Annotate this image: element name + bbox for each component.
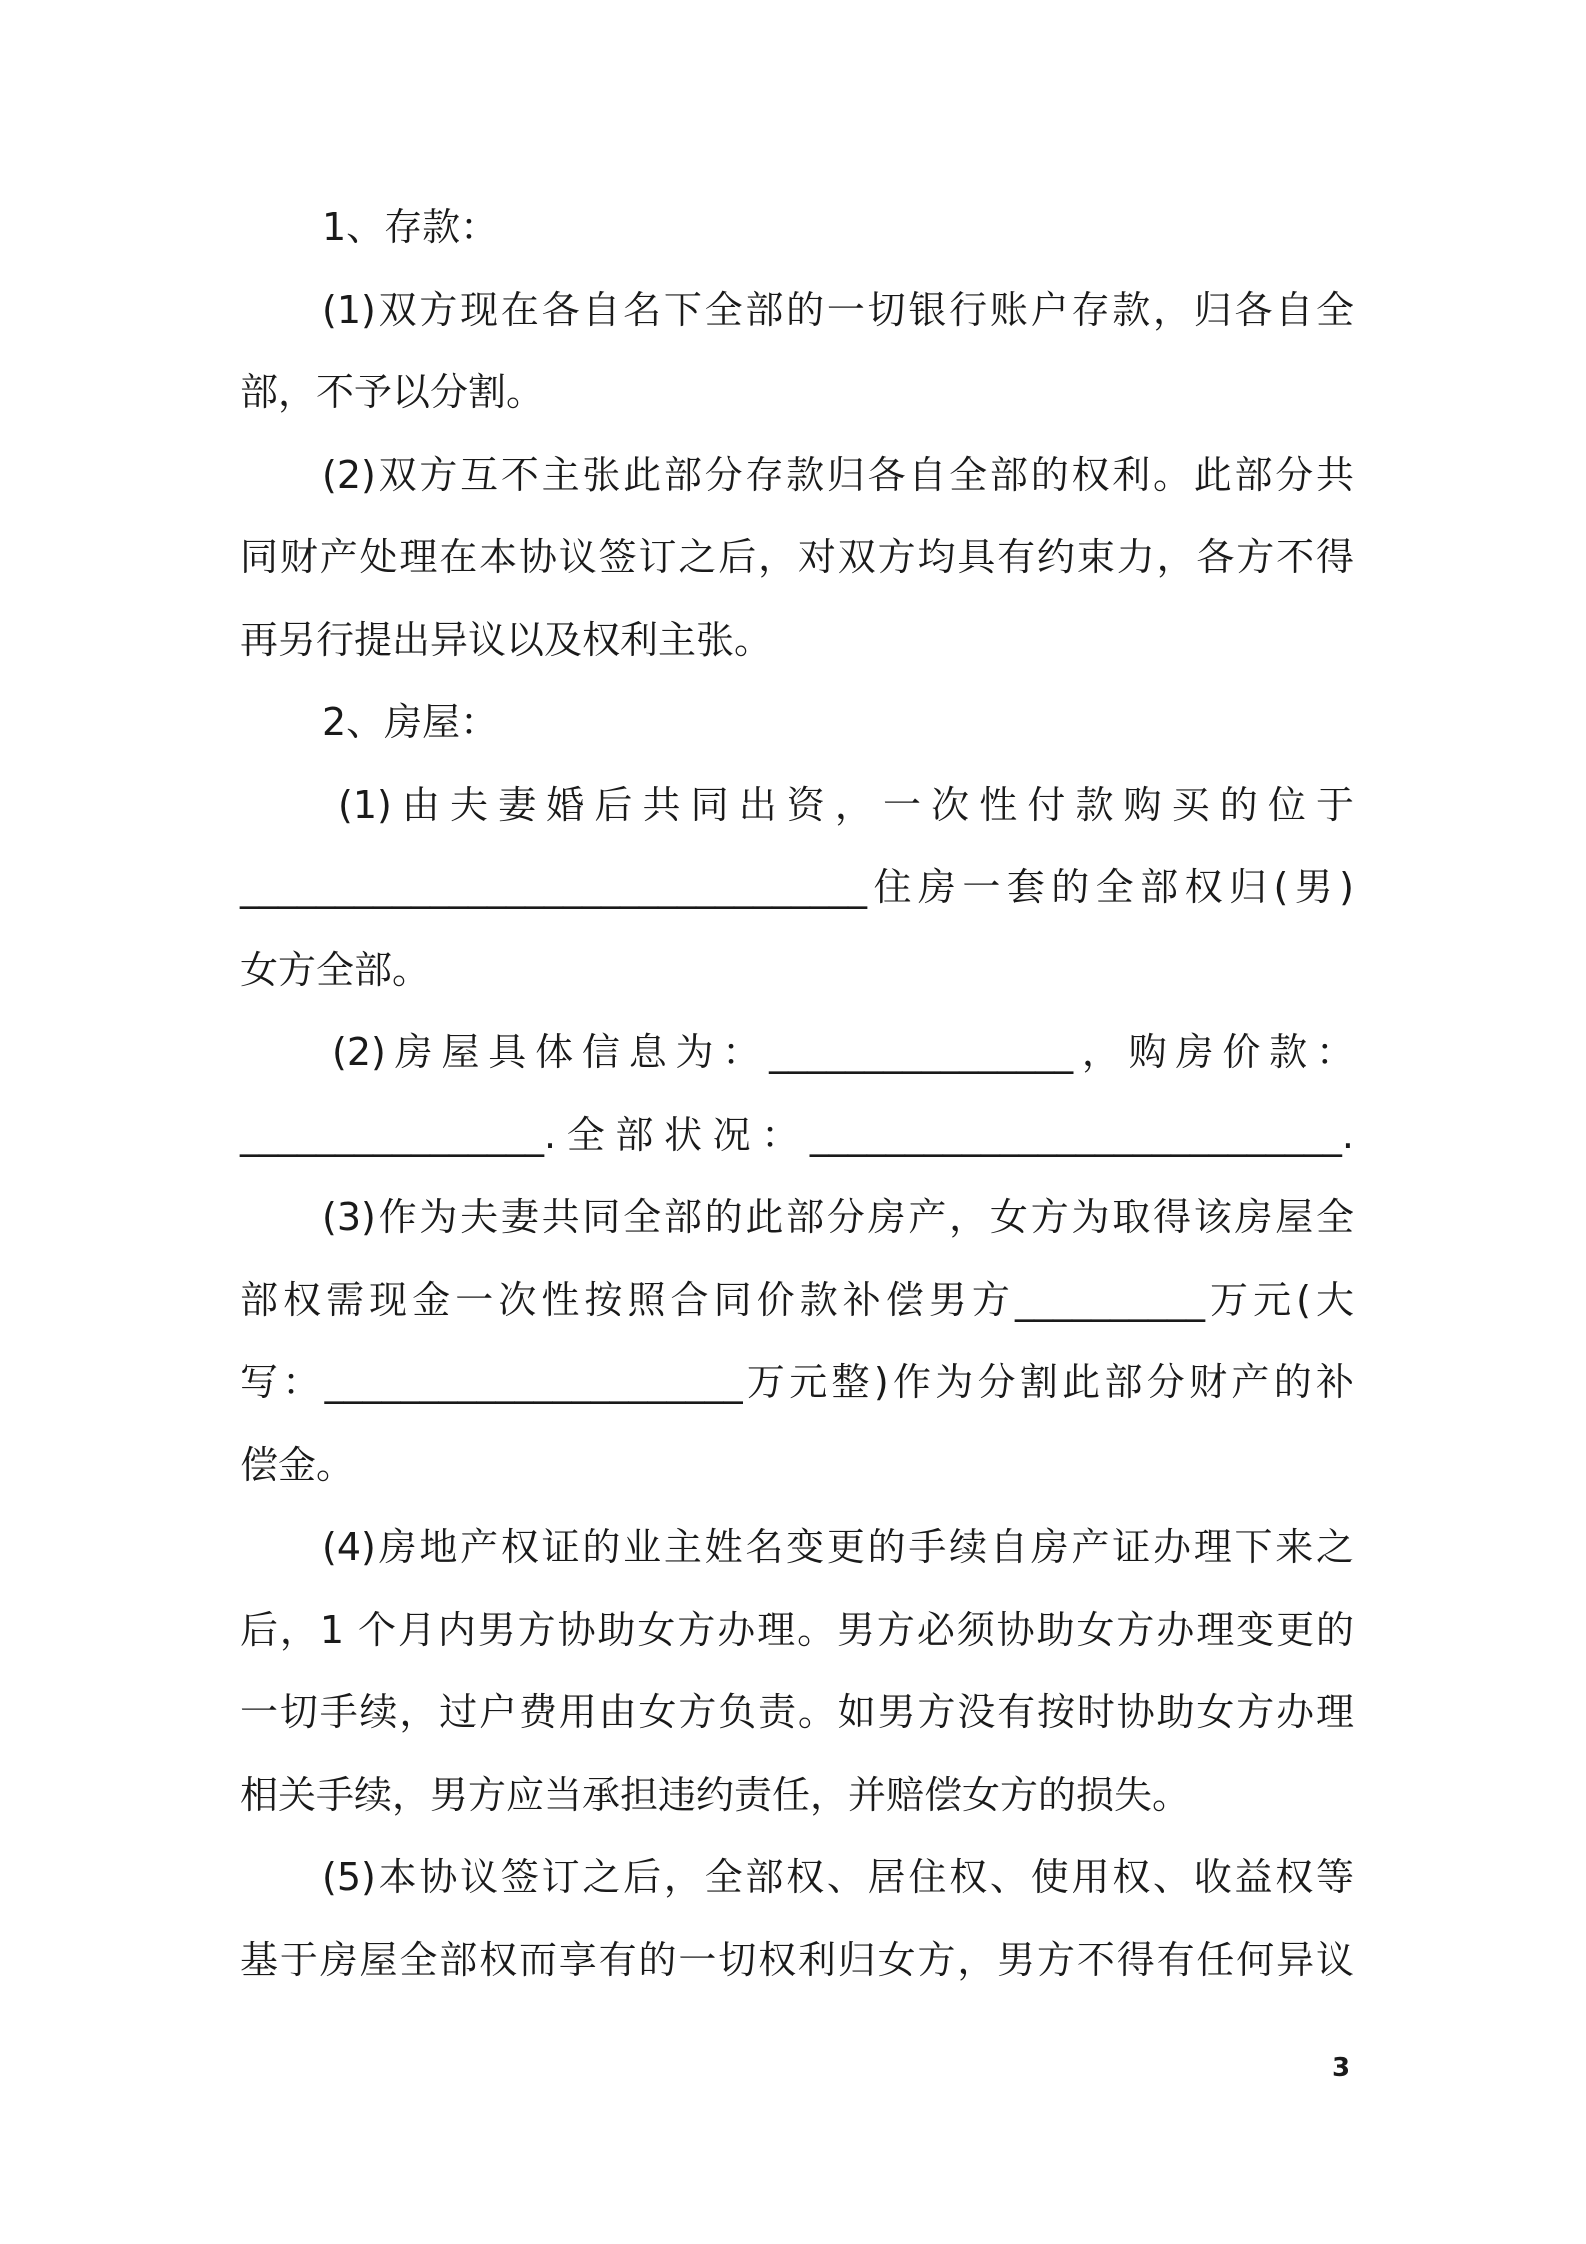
paragraph-line: 相关手续，男方应当承担违约责任，并赔偿女方的损失。: [240, 1773, 1191, 1817]
section-heading-house: 2、房屋：: [322, 700, 499, 744]
section-heading-deposits: 1、存款：: [322, 205, 499, 249]
paragraph-line: 再另行提出异议以及权利主张。: [240, 618, 773, 662]
paragraph-line-blank: (2)房屋具体信息为：________________，购房价款：: [332, 1030, 1354, 1074]
paragraph-line: (3)作为夫妻共同全部的此部分房产，女方为取得该房屋全: [322, 1195, 1354, 1239]
paragraph-line: 女方全部。: [240, 948, 431, 992]
paragraph-line: 基于房屋全部权而享有的一切权利归女方，男方不得有任何异议: [240, 1938, 1354, 1982]
paragraph-line: (1)双方现在各自名下全部的一切银行账户存款，归各自全: [322, 288, 1354, 332]
paragraph-line-blank: _________________________________住房一套的全部权归(男): [240, 865, 1354, 909]
paragraph-line: (2)双方互不主张此部分存款归各自全部的权利。此部分共: [322, 453, 1354, 497]
paragraph-line: 一切手续，过户费用由女方负责。如男方没有按时协助女方办理: [240, 1690, 1354, 1734]
paragraph-line: (4)房地产权证的业主姓名变更的手续自房产证办理下来之: [322, 1525, 1354, 1569]
paragraph-line-blank: ________________.全部状况：____________________________.: [240, 1113, 1354, 1157]
page-number: 3: [1332, 2053, 1351, 2083]
paragraph-line: (1)由夫妻婚后共同出资，一次性付款购买的位于: [338, 783, 1354, 827]
paragraph-line: 同财产处理在本协议签订之后，对双方均具有约束力，各方不得: [240, 535, 1354, 579]
paragraph-line: 后，1 个月内男方协助女方办理。男方必须协助女方办理变更的: [240, 1608, 1354, 1652]
paragraph-line: 部，不予以分割。: [240, 370, 545, 414]
paragraph-line-blank: 部权需现金一次性按照合同价款补偿男方__________万元(大: [240, 1278, 1354, 1322]
paragraph-line: 偿金。: [240, 1443, 355, 1487]
paragraph-line-blank: 写：______________________万元整)作为分割此部分财产的补: [240, 1360, 1354, 1404]
paragraph-line: (5)本协议签订之后，全部权、居住权、使用权、收益权等: [322, 1855, 1354, 1899]
